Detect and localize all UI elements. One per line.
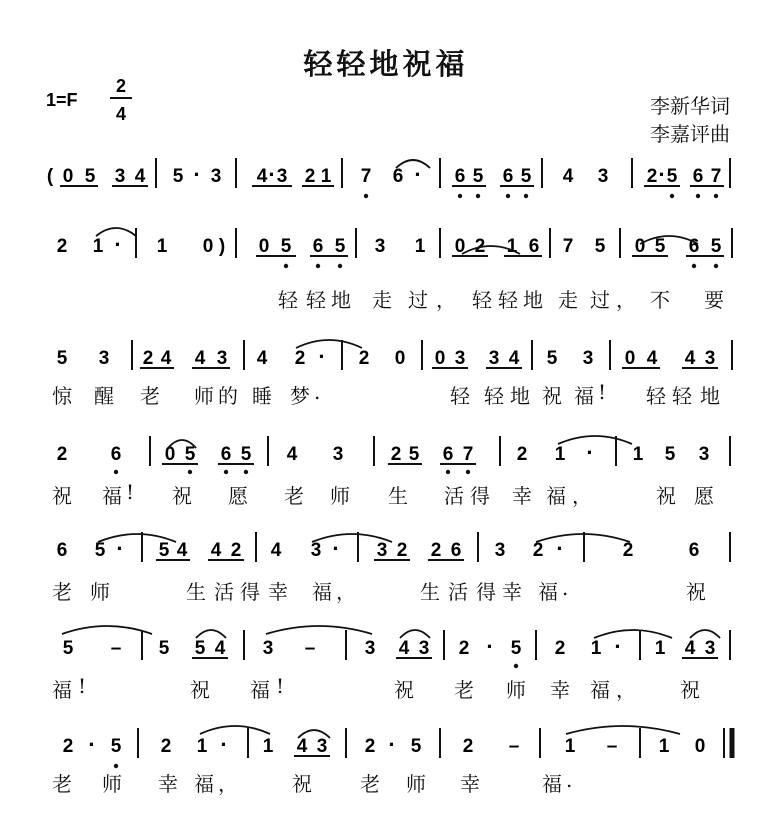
note: 4 [210, 540, 222, 561]
note: 4 [562, 166, 574, 187]
note: – [606, 736, 618, 757]
note: 4 [160, 348, 172, 369]
note: 2 [458, 638, 470, 659]
note: 3 [262, 638, 274, 659]
note: · [614, 634, 622, 659]
note: 0 [634, 236, 646, 257]
lyric-syllable: 醒 [94, 384, 114, 408]
lyric-syllable: 老 [454, 678, 474, 702]
lyric-syllable: 幸 [460, 772, 480, 796]
lyric-punctuation: ， [218, 772, 238, 796]
lyric-syllable: 老 [284, 484, 304, 508]
notation-line [57, 228, 732, 258]
note: 4 [256, 166, 268, 187]
lyric-syllable: 祝 [292, 772, 312, 796]
note: 0 [624, 348, 636, 369]
lyric-syllable: 生 [420, 580, 440, 604]
note: 5 [472, 166, 484, 187]
note: ) [218, 236, 226, 257]
note: 2 [554, 638, 566, 659]
notation-line [47, 158, 730, 188]
lyric-syllable: 老 [52, 580, 72, 604]
note: 4 [134, 166, 146, 187]
lyric-syllable: 睡 [252, 384, 272, 408]
time-signature [110, 76, 132, 124]
slur [296, 340, 362, 348]
note: 4 [296, 736, 308, 757]
note: 5 [280, 236, 292, 257]
note: 5 [184, 444, 196, 465]
lyric-syllable: 祝 [52, 484, 72, 508]
lyric-syllable: 幸 [550, 678, 570, 702]
slur [200, 726, 270, 734]
lyric-syllable: 福 [546, 484, 566, 508]
lyric-syllable: 轻 [472, 288, 492, 312]
lyric-punctuation: ， [572, 484, 592, 508]
note: · [414, 162, 422, 187]
note: 5 [666, 166, 678, 187]
note: 5 [510, 638, 522, 659]
note: · [88, 732, 96, 757]
note: 3 [114, 166, 126, 187]
lyric-syllable: 地 [331, 288, 351, 312]
note: 0 [164, 444, 176, 465]
note: · [486, 634, 494, 659]
note: 4 [256, 348, 268, 369]
octave-dot [476, 194, 480, 198]
note: 5 [172, 166, 184, 187]
note: 7 [710, 166, 722, 187]
note: 3 [488, 348, 500, 369]
note: 1 [554, 444, 566, 465]
lyric-syllable: 福 [52, 678, 72, 702]
note: 0 [62, 166, 74, 187]
note: 3 [454, 348, 466, 369]
lyricist-credit: 李新华词 [650, 94, 730, 118]
lyric-syllable: 轻 [646, 384, 666, 408]
note: 2 [56, 444, 68, 465]
note: 3 [310, 540, 322, 561]
note: – [508, 736, 520, 757]
lyric-syllable: 惊 [52, 384, 72, 408]
note: 2 [532, 540, 544, 561]
lyric-syllable: 老 [360, 772, 380, 796]
note: 1 [632, 444, 644, 465]
note: · [658, 162, 666, 187]
note: 2 [516, 444, 528, 465]
lyric-syllable: 不 [650, 288, 670, 312]
note: 5 [240, 444, 252, 465]
note: 4 [176, 540, 188, 561]
note: 3 [698, 444, 710, 465]
note: 5 [654, 236, 666, 257]
lyric-punctuation: . [314, 380, 321, 404]
note: 3 [316, 736, 328, 757]
note: 6 [110, 444, 122, 465]
note: 4 [508, 348, 520, 369]
slur [558, 436, 632, 444]
lyric-syllable: 祝 [656, 484, 676, 508]
key-signature [46, 90, 78, 110]
note: 3 [98, 348, 110, 369]
lyric-syllable: 祝 [172, 484, 192, 508]
lyric-syllable: 地 [700, 384, 720, 408]
note: 1 [196, 736, 208, 757]
lyric-punctuation: . [566, 768, 573, 792]
octave-dot [714, 194, 718, 198]
note: 7 [462, 444, 474, 465]
lyric-syllable: 的 [218, 384, 238, 408]
lyric-syllable: 得 [470, 484, 490, 508]
note: 5 [710, 236, 722, 257]
note: 2 [56, 236, 68, 257]
note: 5 [664, 444, 676, 465]
note: 1 [590, 638, 602, 659]
song-title: 轻轻地祝福 [303, 47, 469, 81]
note: 5 [334, 236, 346, 257]
lyric-syllable: 幸 [512, 484, 532, 508]
note: 2 [390, 444, 402, 465]
lyric-punctuation: ! [598, 380, 607, 404]
note: · [114, 232, 122, 257]
note: 5 [594, 236, 606, 257]
note: 2 [364, 736, 376, 757]
note: · [193, 162, 201, 187]
note: 1 [658, 736, 670, 757]
note: 2 [142, 348, 154, 369]
note: 3 [704, 638, 716, 659]
lyric-syllable: 祝 [190, 678, 210, 702]
octave-dot [524, 194, 528, 198]
note: 5 [158, 540, 170, 561]
note: 7 [562, 236, 574, 257]
note: ( [46, 166, 54, 187]
lyric-syllable: 幸 [268, 580, 288, 604]
note: 6 [220, 444, 232, 465]
note: 6 [442, 444, 454, 465]
note: 0 [694, 736, 706, 757]
note: 2 [358, 348, 370, 369]
note: 6 [688, 540, 700, 561]
note: 3 [276, 166, 288, 187]
note: 2 [646, 166, 658, 187]
octave-dot [670, 194, 674, 198]
note: 3 [216, 348, 228, 369]
lyric-syllable: 走 [372, 288, 392, 312]
lyric-punctuation: ， [436, 288, 456, 312]
note: 7 [360, 166, 372, 187]
note: 4 [646, 348, 658, 369]
lyric-syllable: 活 [448, 580, 468, 604]
note: 3 [332, 444, 344, 465]
slur [400, 630, 430, 638]
note: 1 [564, 736, 576, 757]
note: 5 [408, 444, 420, 465]
note: 6 [692, 166, 704, 187]
notation-line [57, 340, 732, 370]
lyric-punctuation: . [562, 576, 569, 600]
note: 6 [454, 166, 466, 187]
note: 1 [654, 638, 666, 659]
lyric-syllable: 地 [523, 288, 543, 312]
note: 4 [286, 444, 298, 465]
octave-dot [506, 194, 510, 198]
octave-dot [458, 194, 462, 198]
note: 2 [622, 540, 634, 561]
lyric-syllable: 活 [444, 484, 464, 508]
lyrics-line [0, 284, 724, 316]
slur [196, 630, 226, 638]
note: 5 [194, 638, 206, 659]
note: 4 [684, 348, 696, 369]
lyric-syllable: 祝 [680, 678, 700, 702]
note: – [110, 638, 122, 659]
lyric-syllable: 轻 [450, 384, 470, 408]
note: 0 [258, 236, 270, 257]
lyrics-line [0, 480, 714, 512]
lyric-syllable: 师 [102, 772, 122, 796]
note: 0 [202, 236, 214, 257]
lyric-syllable: 老 [52, 772, 72, 796]
lyric-syllable: 祝 [686, 580, 706, 604]
note: 5 [110, 736, 122, 757]
octave-dot [224, 470, 228, 474]
lyric-punctuation: ， [336, 580, 356, 604]
note: – [304, 638, 316, 659]
note: 6 [450, 540, 462, 561]
lyric-punctuation: ! [276, 674, 285, 698]
lyric-syllable: 轻 [306, 288, 326, 312]
note: · [388, 732, 396, 757]
note: 2 [430, 540, 442, 561]
lyric-syllable: 轻 [672, 384, 692, 408]
octave-dot [514, 664, 518, 668]
notation-line [63, 630, 730, 660]
time-numerator: 2 [116, 76, 127, 96]
note: · [586, 440, 594, 465]
note: 2 [294, 348, 306, 369]
lyric-syllable: 走 [558, 288, 578, 312]
lyric-syllable: 师 [506, 678, 526, 702]
lyric-syllable: 祝 [394, 678, 414, 702]
note: 5 [546, 348, 558, 369]
note: 6 [56, 540, 68, 561]
note: 1 [156, 236, 168, 257]
lyric-punctuation: ， [616, 678, 636, 702]
octave-dot [364, 194, 368, 198]
note: 6 [502, 166, 514, 187]
note: 5 [62, 638, 74, 659]
octave-dot [696, 194, 700, 198]
note: 2 [230, 540, 242, 561]
note: 5 [94, 540, 106, 561]
lyric-syllable: 福 [194, 772, 214, 796]
lyric-syllable: 愿 [694, 484, 714, 508]
lyric-syllable: 福 [538, 580, 558, 604]
note: 5 [56, 348, 68, 369]
note: 1 [262, 736, 274, 757]
lyric-syllable: 生 [388, 484, 408, 508]
lyrics-line [0, 576, 706, 608]
lyric-syllable: 福 [574, 384, 594, 408]
note: 3 [597, 166, 609, 187]
note: 3 [376, 540, 388, 561]
lyric-syllable: 生 [186, 580, 206, 604]
lyric-syllable: 梦 [290, 384, 310, 408]
octave-dot [188, 470, 192, 474]
note: 4 [684, 638, 696, 659]
note: 5 [84, 166, 96, 187]
lyric-syllable: 祝 [542, 384, 562, 408]
octave-dot [114, 470, 118, 474]
note: 2 [62, 736, 74, 757]
notation-line [57, 436, 730, 466]
note: · [332, 536, 340, 561]
slur [566, 726, 680, 734]
note: 3 [704, 348, 716, 369]
lyric-syllable: 师 [406, 772, 426, 796]
composer-credit: 李嘉评曲 [650, 122, 730, 146]
note: · [220, 732, 228, 757]
note: 6 [528, 236, 540, 257]
lyric-syllable: 幸 [158, 772, 178, 796]
note: 1 [92, 236, 104, 257]
lyric-syllable: 福 [312, 580, 332, 604]
octave-dot [466, 470, 470, 474]
note: 5 [520, 166, 532, 187]
lyrics-line [0, 674, 700, 706]
note: · [318, 344, 326, 369]
note: · [268, 162, 276, 187]
octave-dot [446, 470, 450, 474]
lyric-syllable: 幸 [502, 580, 522, 604]
key-label: 1=F [46, 90, 78, 110]
note: 3 [364, 638, 376, 659]
lyric-syllable: 要 [704, 288, 724, 312]
note: 3 [418, 638, 430, 659]
octave-dot [284, 264, 288, 268]
lyrics-line [0, 380, 720, 412]
lyric-syllable: 活 [214, 580, 234, 604]
note: 6 [688, 236, 700, 257]
octave-dot [714, 264, 718, 268]
note: 1 [320, 166, 332, 187]
note: 3 [210, 166, 222, 187]
lyric-syllable: 师 [330, 484, 350, 508]
note: 3 [374, 236, 386, 257]
note: 2 [474, 236, 486, 257]
lyric-punctuation: ! [78, 674, 87, 698]
lyric-syllable: 轻 [278, 288, 298, 312]
note: 4 [214, 638, 226, 659]
lyric-syllable: 老 [140, 384, 160, 408]
note: 3 [494, 540, 506, 561]
lyrics-line [0, 768, 700, 800]
notation-lines [47, 158, 732, 758]
lyric-syllable: 过 [590, 288, 610, 312]
note: 5 [410, 736, 422, 757]
note: 2 [304, 166, 316, 187]
note: 2 [462, 736, 474, 757]
note: 5 [158, 638, 170, 659]
note: 3 [582, 348, 594, 369]
lyric-syllable: 愿 [228, 484, 248, 508]
slur [62, 626, 152, 634]
lyric-punctuation: ， [616, 288, 636, 312]
octave-dot [692, 264, 696, 268]
lyric-punctuation: ! [126, 480, 135, 504]
note: 0 [394, 348, 406, 369]
note: 4 [194, 348, 206, 369]
time-denominator: 4 [116, 104, 127, 124]
note: 4 [398, 638, 410, 659]
lyric-syllable: 得 [476, 580, 496, 604]
slur [690, 630, 720, 638]
lyric-syllable: 师 [194, 384, 214, 408]
lyric-syllable: 轻 [484, 384, 504, 408]
octave-dot [244, 470, 248, 474]
lyric-syllable: 师 [90, 580, 110, 604]
octave-dot [316, 264, 320, 268]
note: · [116, 536, 124, 561]
lyric-syllable: 福 [590, 678, 610, 702]
lyric-syllable: 过 [408, 288, 428, 312]
note: 4 [270, 540, 282, 561]
lyric-syllable: 轻 [498, 288, 518, 312]
lyric-syllable: 地 [510, 384, 530, 408]
notation-line [63, 728, 706, 758]
lyric-syllable: 福 [250, 678, 270, 702]
note: 1 [414, 236, 426, 257]
octave-dot [338, 264, 342, 268]
note: 0 [454, 236, 466, 257]
note: 6 [312, 236, 324, 257]
slur [266, 626, 372, 634]
note: 2 [396, 540, 408, 561]
lyric-syllable: 福 [102, 484, 122, 508]
note: · [556, 536, 564, 561]
lyric-syllable: 得 [240, 580, 260, 604]
note: 6 [392, 166, 404, 187]
slur [594, 630, 672, 638]
note: 2 [160, 736, 172, 757]
note: 0 [434, 348, 446, 369]
note: 1 [506, 236, 518, 257]
lyric-syllable: 福 [542, 772, 562, 796]
